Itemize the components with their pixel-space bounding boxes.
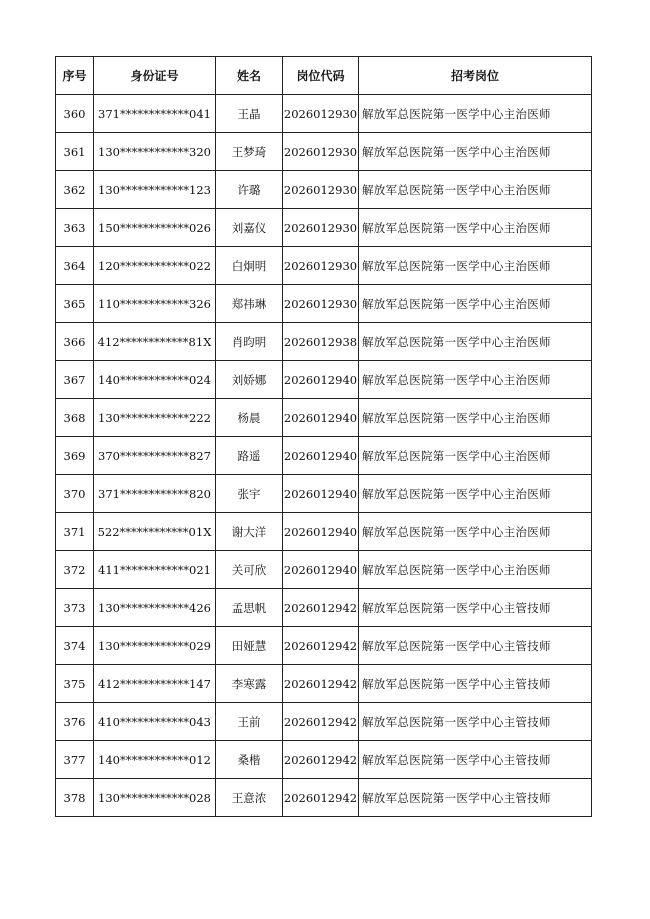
cell-serial: 366 <box>56 323 94 361</box>
cell-serial: 373 <box>56 589 94 627</box>
cell-position-code: 2026012940 <box>283 361 359 399</box>
cell-name: 张宇 <box>216 475 283 513</box>
cell-position-code: 2026012930 <box>283 95 359 133</box>
cell-name: 田娅慧 <box>216 627 283 665</box>
cell-position-code: 2026012940 <box>283 475 359 513</box>
cell-serial: 370 <box>56 475 94 513</box>
cell-position: 解放军总医院第一医学中心主管技师 <box>359 589 592 627</box>
cell-name: 王晶 <box>216 95 283 133</box>
cell-position-code: 2026012930 <box>283 209 359 247</box>
cell-id-number: 130************029 <box>94 627 216 665</box>
header-position-code: 岗位代码 <box>283 57 359 95</box>
cell-name: 白炯明 <box>216 247 283 285</box>
cell-name: 孟思帆 <box>216 589 283 627</box>
cell-id-number: 371************041 <box>94 95 216 133</box>
cell-name: 王意浓 <box>216 779 283 817</box>
cell-id-number: 412************147 <box>94 665 216 703</box>
cell-id-number: 130************123 <box>94 171 216 209</box>
table-body <box>56 95 592 817</box>
table-row <box>56 551 592 589</box>
cell-position-code: 2026012930 <box>283 171 359 209</box>
cell-serial: 363 <box>56 209 94 247</box>
table-row <box>56 323 592 361</box>
cell-position: 解放军总医院第一医学中心主治医师 <box>359 247 592 285</box>
cell-position-code: 2026012940 <box>283 399 359 437</box>
cell-serial: 375 <box>56 665 94 703</box>
cell-id-number: 140************024 <box>94 361 216 399</box>
cell-position: 解放军总医院第一医学中心主治医师 <box>359 551 592 589</box>
cell-id-number: 130************320 <box>94 133 216 171</box>
table-row <box>56 589 592 627</box>
cell-serial: 362 <box>56 171 94 209</box>
cell-position-code: 2026012942 <box>283 779 359 817</box>
cell-position: 解放军总医院第一医学中心主治医师 <box>359 513 592 551</box>
cell-serial: 378 <box>56 779 94 817</box>
cell-position-code: 2026012940 <box>283 513 359 551</box>
cell-position: 解放军总医院第一医学中心主管技师 <box>359 741 592 779</box>
cell-name: 谢大洋 <box>216 513 283 551</box>
cell-name: 路遥 <box>216 437 283 475</box>
header-name: 姓名 <box>216 57 283 95</box>
cell-name: 李寒露 <box>216 665 283 703</box>
header-position: 招考岗位 <box>359 57 592 95</box>
cell-id-number: 130************222 <box>94 399 216 437</box>
cell-position-code: 2026012930 <box>283 285 359 323</box>
cell-serial: 374 <box>56 627 94 665</box>
cell-id-number: 120************022 <box>94 247 216 285</box>
table-row <box>56 95 592 133</box>
cell-id-number: 130************028 <box>94 779 216 817</box>
table-row <box>56 133 592 171</box>
table-row <box>56 513 592 551</box>
cell-position: 解放军总医院第一医学中心主治医师 <box>359 475 592 513</box>
header-id-number: 身份证号 <box>94 57 216 95</box>
cell-position: 解放军总医院第一医学中心主管技师 <box>359 779 592 817</box>
table-row <box>56 209 592 247</box>
cell-position: 解放军总医院第一医学中心主管技师 <box>359 627 592 665</box>
table-row <box>56 361 592 399</box>
cell-id-number: 412************81X <box>94 323 216 361</box>
cell-id-number: 522************01X <box>94 513 216 551</box>
cell-serial: 368 <box>56 399 94 437</box>
cell-id-number: 140************012 <box>94 741 216 779</box>
table-row <box>56 399 592 437</box>
cell-position: 解放军总医院第一医学中心主治医师 <box>359 95 592 133</box>
cell-position-code: 2026012930 <box>283 247 359 285</box>
cell-serial: 364 <box>56 247 94 285</box>
cell-position: 解放军总医院第一医学中心主治医师 <box>359 437 592 475</box>
cell-name: 郑祎琳 <box>216 285 283 323</box>
table-row <box>56 703 592 741</box>
table-header-row <box>56 57 592 95</box>
cell-position-code: 2026012942 <box>283 589 359 627</box>
cell-serial: 361 <box>56 133 94 171</box>
cell-name: 肖昀明 <box>216 323 283 361</box>
table-row <box>56 171 592 209</box>
cell-name: 关可欣 <box>216 551 283 589</box>
header-serial: 序号 <box>56 57 94 95</box>
cell-position-code: 2026012940 <box>283 551 359 589</box>
cell-id-number: 150************026 <box>94 209 216 247</box>
candidate-table <box>55 56 592 817</box>
cell-name: 刘嘉仪 <box>216 209 283 247</box>
cell-serial: 369 <box>56 437 94 475</box>
cell-id-number: 130************426 <box>94 589 216 627</box>
cell-serial: 376 <box>56 703 94 741</box>
cell-name: 许璐 <box>216 171 283 209</box>
cell-name: 桑楷 <box>216 741 283 779</box>
cell-name: 王梦琦 <box>216 133 283 171</box>
cell-position: 解放军总医院第一医学中心主治医师 <box>359 133 592 171</box>
table-row <box>56 627 592 665</box>
cell-id-number: 411************021 <box>94 551 216 589</box>
cell-serial: 372 <box>56 551 94 589</box>
cell-position: 解放军总医院第一医学中心主治医师 <box>359 361 592 399</box>
table-row <box>56 475 592 513</box>
cell-position-code: 2026012940 <box>283 437 359 475</box>
cell-position: 解放军总医院第一医学中心主管技师 <box>359 703 592 741</box>
cell-position: 解放军总医院第一医学中心主治医师 <box>359 399 592 437</box>
cell-position-code: 2026012938 <box>283 323 359 361</box>
cell-serial: 371 <box>56 513 94 551</box>
cell-id-number: 370************827 <box>94 437 216 475</box>
cell-position-code: 2026012942 <box>283 703 359 741</box>
cell-position: 解放军总医院第一医学中心主治医师 <box>359 209 592 247</box>
cell-id-number: 410************043 <box>94 703 216 741</box>
cell-name: 杨晨 <box>216 399 283 437</box>
cell-serial: 360 <box>56 95 94 133</box>
cell-position-code: 2026012942 <box>283 741 359 779</box>
cell-serial: 365 <box>56 285 94 323</box>
table-row <box>56 437 592 475</box>
cell-position: 解放军总医院第一医学中心主管技师 <box>359 665 592 703</box>
table-row <box>56 285 592 323</box>
table-row <box>56 779 592 817</box>
table-row <box>56 247 592 285</box>
table-row <box>56 665 592 703</box>
cell-position: 解放军总医院第一医学中心主治医师 <box>359 323 592 361</box>
table-row <box>56 741 592 779</box>
cell-position: 解放军总医院第一医学中心主治医师 <box>359 171 592 209</box>
cell-position-code: 2026012930 <box>283 133 359 171</box>
cell-name: 王前 <box>216 703 283 741</box>
cell-serial: 377 <box>56 741 94 779</box>
cell-position-code: 2026012942 <box>283 627 359 665</box>
cell-name: 刘娇娜 <box>216 361 283 399</box>
cell-id-number: 110************326 <box>94 285 216 323</box>
cell-position-code: 2026012942 <box>283 665 359 703</box>
cell-serial: 367 <box>56 361 94 399</box>
cell-id-number: 371************820 <box>94 475 216 513</box>
cell-position: 解放军总医院第一医学中心主治医师 <box>359 285 592 323</box>
